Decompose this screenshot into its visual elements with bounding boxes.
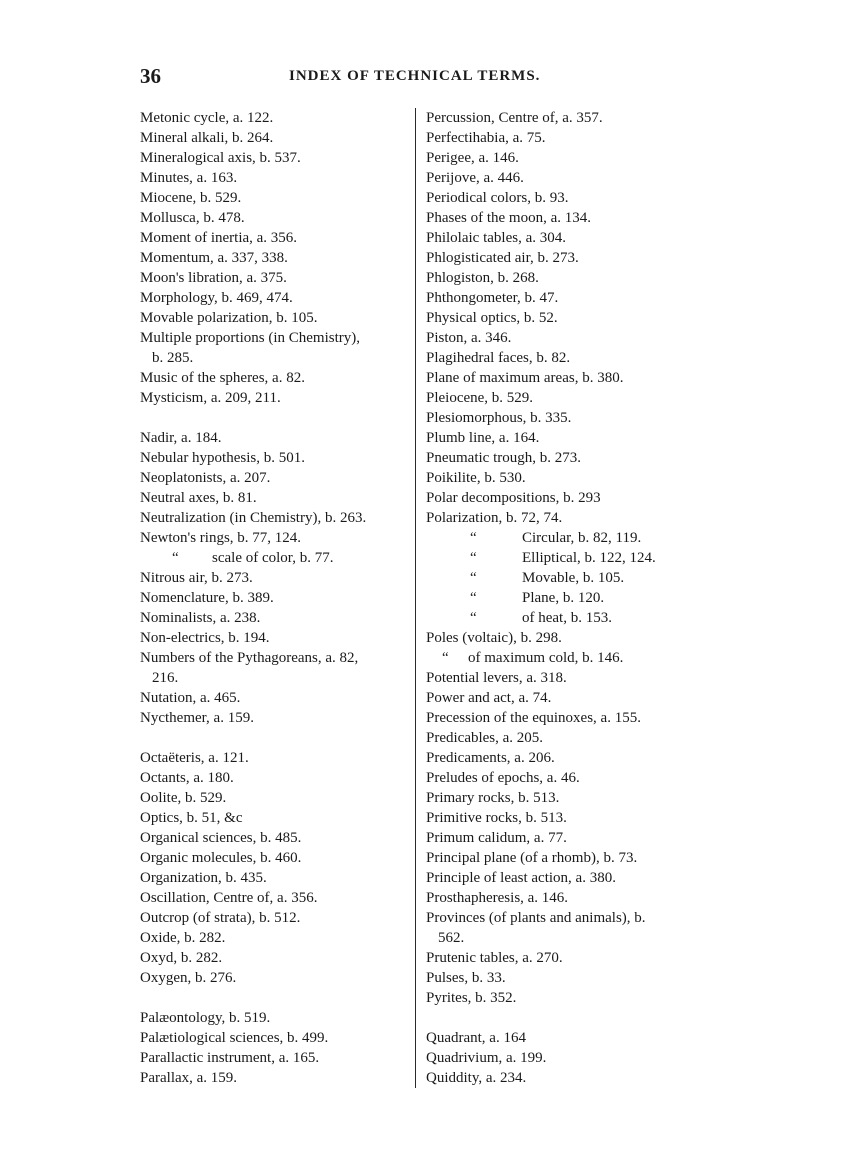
index-subentry	[140, 548, 412, 568]
index-entry: Prosthapheresis, a. 146.	[426, 890, 569, 906]
index-entry: Plagihedral faces, b. 82.	[426, 350, 571, 366]
column-divider	[415, 108, 416, 1088]
index-entry: Palætiological sciences, b. 499.	[140, 1030, 329, 1046]
index-entry: Nominalists, a. 238.	[140, 610, 261, 626]
index-entry: Oxygen, b. 276.	[140, 970, 237, 986]
section-gap	[140, 988, 412, 1008]
index-entry: Mineral alkali, b. 264.	[140, 130, 274, 146]
index-entry: Philolaic tables, a. 304.	[426, 230, 566, 246]
index-entry: Primitive rocks, b. 513.	[426, 810, 567, 826]
index-entry: Moon's libration, a. 375.	[140, 270, 287, 286]
index-entry: Principle of least action, a. 380.	[426, 870, 616, 886]
index-entry: Organic molecules, b. 460.	[140, 850, 302, 866]
index-entry: Polar decompositions, b. 293	[426, 490, 601, 506]
index-entry: Neutral axes, b. 81.	[140, 490, 257, 506]
index-entry: Percussion, Centre of, a. 357.	[426, 110, 603, 126]
index-entry: Predicaments, a. 206.	[426, 750, 555, 766]
index-subentry	[426, 568, 706, 588]
index-entry: Polarization, b. 72, 74.	[426, 510, 563, 526]
index-entry: Pleiocene, b. 529.	[426, 390, 534, 406]
index-entry: Physical optics, b. 52.	[426, 310, 558, 326]
ditto-mark: “	[470, 550, 477, 566]
index-entry: Octants, a. 180.	[140, 770, 234, 786]
index-entry: Phases of the moon, a. 134.	[426, 210, 591, 226]
index-entry: Precession of the equinoxes, a. 155.	[426, 710, 641, 726]
ditto-mark: “	[470, 530, 477, 546]
index-entry: Octaëteris, a. 121.	[140, 750, 249, 766]
index-entry: Oolite, b. 529.	[140, 790, 227, 806]
ditto-mark: “	[470, 610, 477, 626]
page-number: 36	[140, 64, 161, 88]
index-entry: Periodical colors, b. 93.	[426, 190, 569, 206]
index-entry: Quadrivium, a. 199.	[426, 1050, 547, 1066]
index-entry: Organization, b. 435.	[140, 870, 267, 886]
index-entry: Music of the spheres, a. 82.	[140, 370, 305, 386]
index-entry: Piston, a. 346.	[426, 330, 512, 346]
index-entry: Momentum, a. 337, 338.	[140, 250, 288, 266]
section-gap	[140, 728, 412, 748]
section-gap	[140, 408, 412, 428]
ditto-mark: “	[470, 570, 477, 586]
index-entry: Morphology, b. 469, 474.	[140, 290, 293, 306]
index-subentry-text: Circular, b. 82, 119.	[522, 530, 642, 546]
index-subentry-text: Movable, b. 105.	[522, 570, 625, 586]
index-entry: Organical sciences, b. 485.	[140, 830, 302, 846]
index-entry: Nomenclature, b. 389.	[140, 590, 274, 606]
index-subentry	[426, 608, 706, 628]
index-entry: Plumb line, a. 164.	[426, 430, 540, 446]
index-entry: Neutralization (in Chemistry), b. 263.	[140, 510, 367, 526]
running-title: INDEX OF TECHNICAL TERMS.	[289, 68, 541, 84]
index-entry: Metonic cycle, a. 122.	[140, 110, 274, 126]
index-entry: Quiddity, a. 234.	[426, 1070, 527, 1086]
index-entry-continuation: b. 285.	[152, 350, 194, 366]
index-entry: Outcrop (of strata), b. 512.	[140, 910, 301, 926]
index-subentry	[426, 548, 706, 568]
index-entry: Newton's rings, b. 77, 124.	[140, 530, 302, 546]
index-entry: Mollusca, b. 478.	[140, 210, 245, 226]
index-entry: Perijove, a. 446.	[426, 170, 524, 186]
index-entry: Predicables, a. 205.	[426, 730, 544, 746]
index-subentry-text: of maximum cold, b. 146.	[468, 650, 624, 666]
index-entry: Plane of maximum areas, b. 380.	[426, 370, 624, 386]
index-entry: Phlogiston, b. 268.	[426, 270, 539, 286]
index-entry: Preludes of epochs, a. 46.	[426, 770, 580, 786]
index-entry: Pyrites, b. 352.	[426, 990, 517, 1006]
index-subentry-text: of heat, b. 153.	[522, 610, 612, 626]
index-subentry	[426, 588, 706, 608]
index-entry: Phthongometer, b. 47.	[426, 290, 559, 306]
index-entry: Palæontology, b. 519.	[140, 1010, 271, 1026]
index-entry: Nutation, a. 465.	[140, 690, 241, 706]
index-subentry-text: Elliptical, b. 122, 124.	[522, 550, 656, 566]
index-entry: Quadrant, a. 164	[426, 1030, 526, 1046]
index-entry: Numbers of the Pythagoreans, a. 82,	[140, 650, 359, 666]
index-entry: Primary rocks, b. 513.	[426, 790, 560, 806]
index-entry: Mineralogical axis, b. 537.	[140, 150, 301, 166]
index-entry: Phlogisticated air, b. 273.	[426, 250, 579, 266]
index-entry: Pneumatic trough, b. 273.	[426, 450, 581, 466]
index-entry: Moment of inertia, a. 356.	[140, 230, 298, 246]
index-entry: Potential levers, a. 318.	[426, 670, 567, 686]
index-subentry-text: Plane, b. 120.	[522, 590, 605, 606]
index-entry: Poles (voltaic), b. 298.	[426, 630, 562, 646]
index-entry: Primum calidum, a. 77.	[426, 830, 567, 846]
index-entry: Mysticism, a. 209, 211.	[140, 390, 281, 406]
index-subentry	[426, 648, 706, 668]
index-subentry-text: scale of color, b. 77.	[212, 550, 334, 566]
index-entry: Nebular hypothesis, b. 501.	[140, 450, 305, 466]
index-entry: Neoplatonists, a. 207.	[140, 470, 271, 486]
left-column	[140, 108, 412, 1088]
index-entry: Nycthemer, a. 159.	[140, 710, 254, 726]
index-entry-continuation: 562.	[438, 930, 465, 946]
section-gap	[426, 1008, 706, 1028]
right-column	[426, 108, 706, 1088]
index-entry: Poikilite, b. 530.	[426, 470, 526, 486]
index-entry: Power and act, a. 74.	[426, 690, 552, 706]
index-entry: Oxide, b. 282.	[140, 930, 226, 946]
index-entry: Oscillation, Centre of, a. 356.	[140, 890, 318, 906]
index-entry: Nadir, a. 184.	[140, 430, 222, 446]
index-entry: Nitrous air, b. 273.	[140, 570, 253, 586]
index-entry: Movable polarization, b. 105.	[140, 310, 318, 326]
index-entry: Prutenic tables, a. 270.	[426, 950, 563, 966]
index-entry: Non-electrics, b. 194.	[140, 630, 270, 646]
ditto-mark: “	[470, 590, 477, 606]
index-entry-continuation: 216.	[152, 670, 179, 686]
index-entry: Perfectihabia, a. 75.	[426, 130, 546, 146]
index-entry: Pulses, b. 33.	[426, 970, 506, 986]
index-entry: Parallactic instrument, a. 165.	[140, 1050, 320, 1066]
ditto-mark: “	[442, 650, 449, 666]
index-entry: Oxyd, b. 282.	[140, 950, 223, 966]
index-entry: Perigee, a. 146.	[426, 150, 519, 166]
index-entry: Plesiomorphous, b. 335.	[426, 410, 572, 426]
index-subentry	[426, 528, 706, 548]
index-entry: Parallax, a. 159.	[140, 1070, 238, 1086]
index-entry: Provinces (of plants and animals), b.	[426, 910, 646, 926]
index-entry: Optics, b. 51, &c	[140, 810, 243, 826]
index-entry: Miocene, b. 529.	[140, 190, 242, 206]
index-entry: Minutes, a. 163.	[140, 170, 238, 186]
ditto-mark: “	[172, 550, 179, 566]
index-entry: Multiple proportions (in Chemistry),	[140, 330, 360, 346]
index-entry: Principal plane (of a rhomb), b. 73.	[426, 850, 638, 866]
